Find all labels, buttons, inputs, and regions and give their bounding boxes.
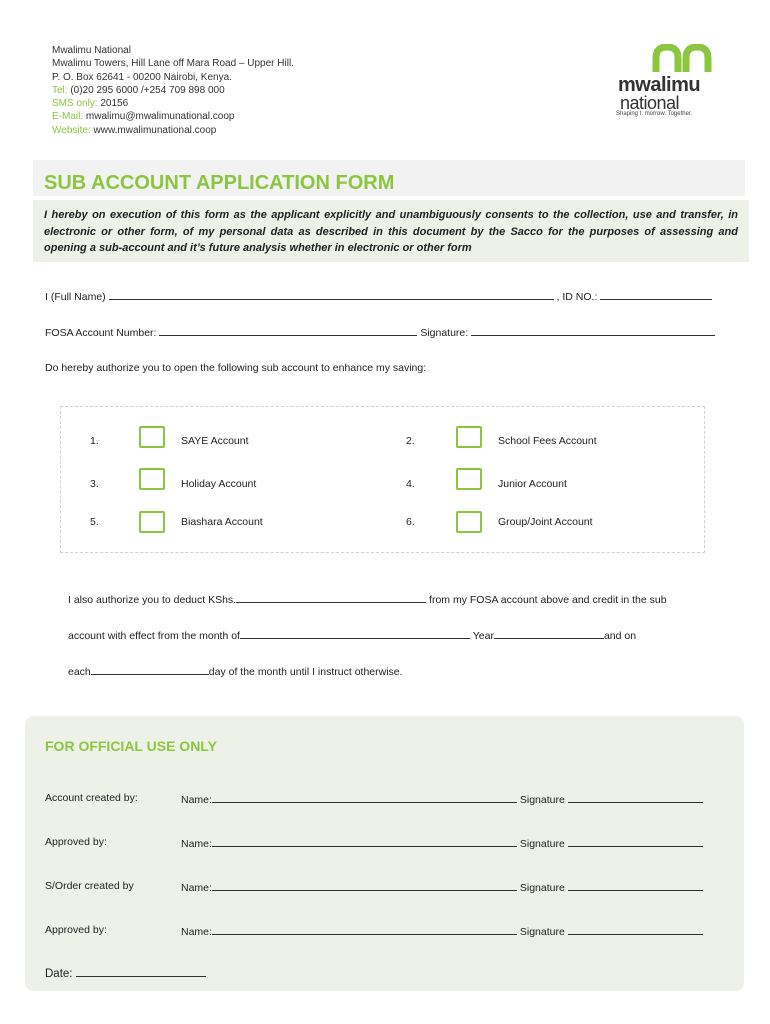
org-po-box: P. O. Box 62641 - 00200 Nairobi, Kenya.	[52, 71, 232, 83]
signature-label: Signature	[519, 926, 565, 938]
name-label: Name:	[181, 838, 212, 850]
date-label: Date:	[45, 968, 73, 980]
tel-value: (0)20 295 6000 /+254 709 898 000	[70, 84, 225, 96]
website-label: Website:	[52, 124, 91, 136]
deduct-from-text: from my FOSA account above and credit in the sub	[429, 594, 667, 606]
authorize-text: Do hereby authorize you to open the following sub account to enhance my saving:	[45, 362, 427, 374]
id-number-label: , ID NO.:	[556, 291, 598, 303]
standing-order-name-field[interactable]	[212, 880, 517, 891]
biashara-account-checkbox[interactable]	[139, 511, 165, 533]
deduct-amount-label: I also authorize you to deduct KShs.	[68, 594, 237, 606]
group-joint-account-checkbox[interactable]	[456, 511, 482, 533]
name-label: Name:	[181, 882, 212, 894]
school-fees-account-label: School Fees Account	[498, 435, 597, 447]
school-fees-account-checkbox[interactable]	[456, 426, 482, 448]
junior-account-checkbox[interactable]	[456, 468, 482, 490]
group-joint-account-label: Group/Joint Account	[498, 516, 593, 528]
biashara-account-label: Biashara Account	[181, 516, 263, 528]
signature-label: Signature	[519, 882, 565, 894]
option-number-2: 2.	[406, 435, 415, 447]
second-approved-by-name-field[interactable]	[212, 924, 517, 935]
deduct-line-2	[68, 628, 636, 642]
second-approved-by-row	[181, 924, 703, 938]
date-row	[45, 966, 206, 980]
org-tel	[52, 84, 294, 97]
org-sms	[52, 97, 294, 110]
option-number-5: 5.	[90, 516, 99, 528]
option-number-6: 6.	[406, 516, 415, 528]
website-value: www.mwalimunational.coop	[93, 124, 217, 136]
org-email	[52, 110, 294, 123]
each-label: each	[68, 666, 91, 678]
option-number-1: 1.	[90, 435, 99, 447]
signature-label: Signature	[519, 838, 565, 850]
approved-by-signature-field[interactable]	[568, 836, 703, 847]
effect-month-label: account with effect from the month of	[68, 630, 240, 642]
tel-label: Tel:	[52, 84, 68, 96]
account-created-by-label: Account created by:	[45, 792, 138, 804]
name-label: Name:	[181, 794, 212, 806]
account-created-by-name-field[interactable]	[212, 792, 517, 803]
full-name-row	[45, 289, 712, 303]
standing-order-signature-field[interactable]	[568, 880, 703, 891]
option-number-4: 4.	[406, 478, 415, 490]
official-use-title: FOR OFFICIAL USE ONLY	[45, 738, 217, 754]
holiday-account-label: Holiday Account	[181, 478, 257, 490]
year-field[interactable]	[494, 628, 604, 639]
year-label: Year	[472, 630, 494, 642]
sms-value: 20156	[100, 98, 129, 110]
logo-word-national: national	[620, 93, 680, 113]
approved-by-row	[181, 836, 703, 850]
name-label: Name:	[181, 926, 212, 938]
holiday-account-checkbox[interactable]	[139, 468, 165, 490]
saye-account-label: SAYE Account	[181, 435, 249, 447]
full-name-label: I (Full Name)	[45, 291, 106, 303]
logo-tagline: Shaping t. morrow. Together.	[616, 111, 693, 117]
email-value: mwalimu@mwalimunational.coop	[85, 111, 235, 123]
junior-account-label: Junior Account	[498, 478, 567, 490]
logo-arches-icon	[652, 44, 712, 74]
applicant-signature-label: Signature:	[420, 327, 469, 339]
day-of-month-field[interactable]	[91, 664, 209, 675]
until-text: day of the month until I instruct otherwise.	[208, 666, 403, 678]
id-number-field[interactable]	[600, 289, 712, 300]
standing-order-row	[181, 880, 703, 894]
consent-statement: I hereby on execution of this form as the applicant explicitly and unambiguously consents to the collection, use and transfer, in electronic or other form, of my personal data as described in this document by the Sacco for the purposes of assessing and opening a sub-account and it’s future analysis whether in electronic or other form	[44, 209, 738, 254]
second-approved-by-label: Approved by:	[45, 924, 107, 936]
standing-order-created-by-label: S/Order created by	[45, 880, 134, 892]
logo-word-mwalimu: mwalimu	[618, 74, 701, 96]
full-name-field[interactable]	[109, 289, 554, 300]
org-website	[52, 124, 294, 137]
effect-month-field[interactable]	[240, 628, 470, 639]
mwalimu-logo	[612, 44, 722, 122]
option-number-3: 3.	[90, 478, 99, 490]
account-created-by-row	[181, 792, 703, 806]
and-on-text: and on	[603, 630, 637, 642]
org-contact-block	[52, 44, 294, 137]
date-field[interactable]	[76, 966, 206, 977]
saye-account-checkbox[interactable]	[139, 426, 165, 448]
applicant-signature-field[interactable]	[471, 325, 715, 336]
fosa-account-label: FOSA Account Number:	[45, 327, 157, 339]
org-address: Mwalimu Towers, Hill Lane off Mara Road – Upper Hill.	[52, 58, 294, 70]
deduct-line-1	[68, 592, 667, 606]
form-title: SUB ACCOUNT APPLICATION FORM	[44, 172, 395, 194]
fosa-row	[45, 325, 715, 339]
deduct-amount-field[interactable]	[236, 592, 426, 603]
signature-label: Signature	[519, 794, 565, 806]
approved-by-label: Approved by:	[45, 836, 107, 848]
fosa-account-field[interactable]	[159, 325, 417, 336]
deduct-line-3	[68, 664, 403, 678]
approved-by-name-field[interactable]	[212, 836, 517, 847]
org-name: Mwalimu National	[52, 45, 131, 56]
official-use-panel	[25, 716, 744, 991]
second-approved-by-signature-field[interactable]	[568, 924, 703, 935]
account-created-by-signature-field[interactable]	[568, 792, 703, 803]
sms-label: SMS only:	[52, 98, 98, 110]
email-label: E-Mail:	[52, 111, 84, 123]
